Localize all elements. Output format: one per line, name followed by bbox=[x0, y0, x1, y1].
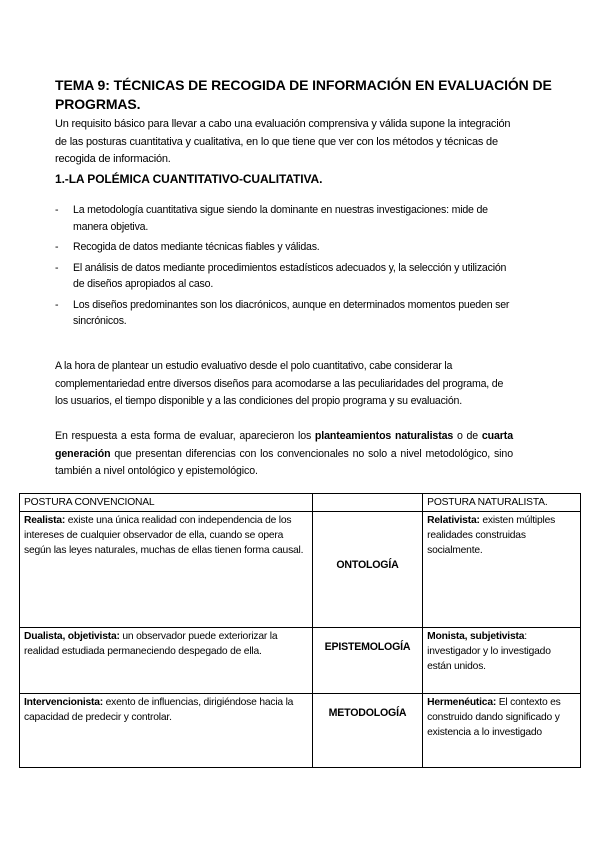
list-item-text: Recogida de datos mediante técnicas fiables y válidas. bbox=[73, 241, 320, 253]
cell-term: Realista: bbox=[24, 515, 66, 526]
cell-naturalist bbox=[423, 512, 581, 628]
cell-dimension: ONTOLOGÍA bbox=[312, 512, 422, 628]
header-naturalist: POSTURA NATURALISTA. bbox=[423, 494, 581, 512]
table-row bbox=[20, 694, 581, 768]
cell-term: Dualista, objetivista: bbox=[24, 631, 120, 642]
paragraph-naturalist bbox=[55, 428, 513, 481]
cell-term: Hermenéutica: bbox=[427, 697, 497, 708]
list-item-text: Los diseños predominantes son los diacrónicos, aunque en determinados momentos pueden ser sincrónicos. bbox=[73, 298, 510, 327]
list-item bbox=[55, 260, 515, 293]
table-header-row bbox=[20, 494, 581, 512]
list-item bbox=[55, 297, 515, 330]
bullet-dash: - bbox=[55, 241, 59, 253]
cell-naturalist bbox=[423, 694, 581, 768]
cell-text: un observador puede exteriorizar la realidad estudiada permaneciendo despegado de ella. bbox=[24, 631, 278, 657]
comparison-table bbox=[19, 493, 581, 768]
cell-text: : investigador y lo investigado están unidos. bbox=[427, 631, 551, 672]
header-middle bbox=[312, 494, 422, 512]
bullet-dash: - bbox=[55, 261, 59, 274]
list-item-text: El análisis de datos mediante procedimientos estadísticos adecuados y, la selección y utilización de diseños apropiados al caso. bbox=[73, 261, 507, 290]
intro-paragraph: Un requisito básico para llevar a cabo una evaluación comprensiva y válida supone la integración de las posturas cuantitativa y cualitativa, en lo que tiene que ver con los métodos y técnicas de recogida de información. bbox=[55, 118, 511, 165]
list-item-text: La metodología cuantitativa sigue siendo la dominante en nuestras investigaciones: mide de manera objetiva. bbox=[73, 204, 488, 233]
table-row bbox=[20, 628, 581, 694]
cell-term: Monista, subjetivista bbox=[427, 631, 525, 642]
paragraph-quantitative: A la hora de plantear un estudio evaluativo desde el polo cuantitativo, cabe considerar la complementariedad entre diversos diseños para acomodarse a las peculiaridades del programa, de los usuarios, el tiempo disponible y a las condiciones del propio programa y su evaluación. bbox=[55, 360, 504, 407]
header-conventional: POSTURA CONVENCIONAL bbox=[20, 494, 313, 512]
cell-text: existen múltiples realidades construidas socialmente. bbox=[427, 515, 556, 556]
cell-conventional bbox=[20, 628, 313, 694]
cell-text: exento de influencias, dirigiéndose hacia la capacidad de predecir y controlar. bbox=[24, 697, 294, 723]
bold-term: planteamientos naturalistas bbox=[314, 430, 454, 442]
cell-text: existe una única realidad con independencia de los intereses de cualquier observador de ella, cuando se opera según las leyes naturales, muchas de ellas tienen forma causal. bbox=[24, 515, 304, 556]
cell-conventional bbox=[20, 512, 313, 628]
bullet-list bbox=[55, 202, 515, 334]
cell-dimension: METODOLOGÍA bbox=[312, 694, 422, 768]
table-row bbox=[20, 512, 581, 628]
bullet-dash: - bbox=[55, 298, 59, 311]
cell-text: El contexto es construido dando significado y existencia a lo investigado bbox=[427, 697, 561, 738]
section-heading: 1.-LA POLÉMICA CUANTITATIVO-CUALITATIVA. bbox=[55, 172, 323, 186]
paragraph-text: En respuesta a esta forma de evaluar, aparecieron los bbox=[55, 430, 315, 442]
bold-term: cuarta generación bbox=[55, 430, 514, 460]
cell-term: Intervencionista: bbox=[24, 697, 103, 708]
cell-conventional bbox=[20, 694, 313, 768]
bullet-dash: - bbox=[55, 204, 59, 216]
cell-dimension: EPISTEMOLOGÍA bbox=[312, 628, 422, 694]
document-title: TEMA 9: TÉCNICAS DE RECOGIDA DE INFORMACIÓN EN EVALUACIÓN DE PROGRMAS. bbox=[55, 77, 552, 112]
list-item bbox=[55, 239, 515, 256]
paragraph-text: que presentan diferencias con los convencionales no solo a nivel metodológico, sino también a nivel ontológico y epistemológico. bbox=[55, 447, 513, 477]
list-item bbox=[55, 202, 515, 235]
cell-naturalist bbox=[423, 628, 581, 694]
cell-term: Relativista: bbox=[427, 515, 480, 526]
paragraph-text: o de bbox=[453, 430, 482, 442]
